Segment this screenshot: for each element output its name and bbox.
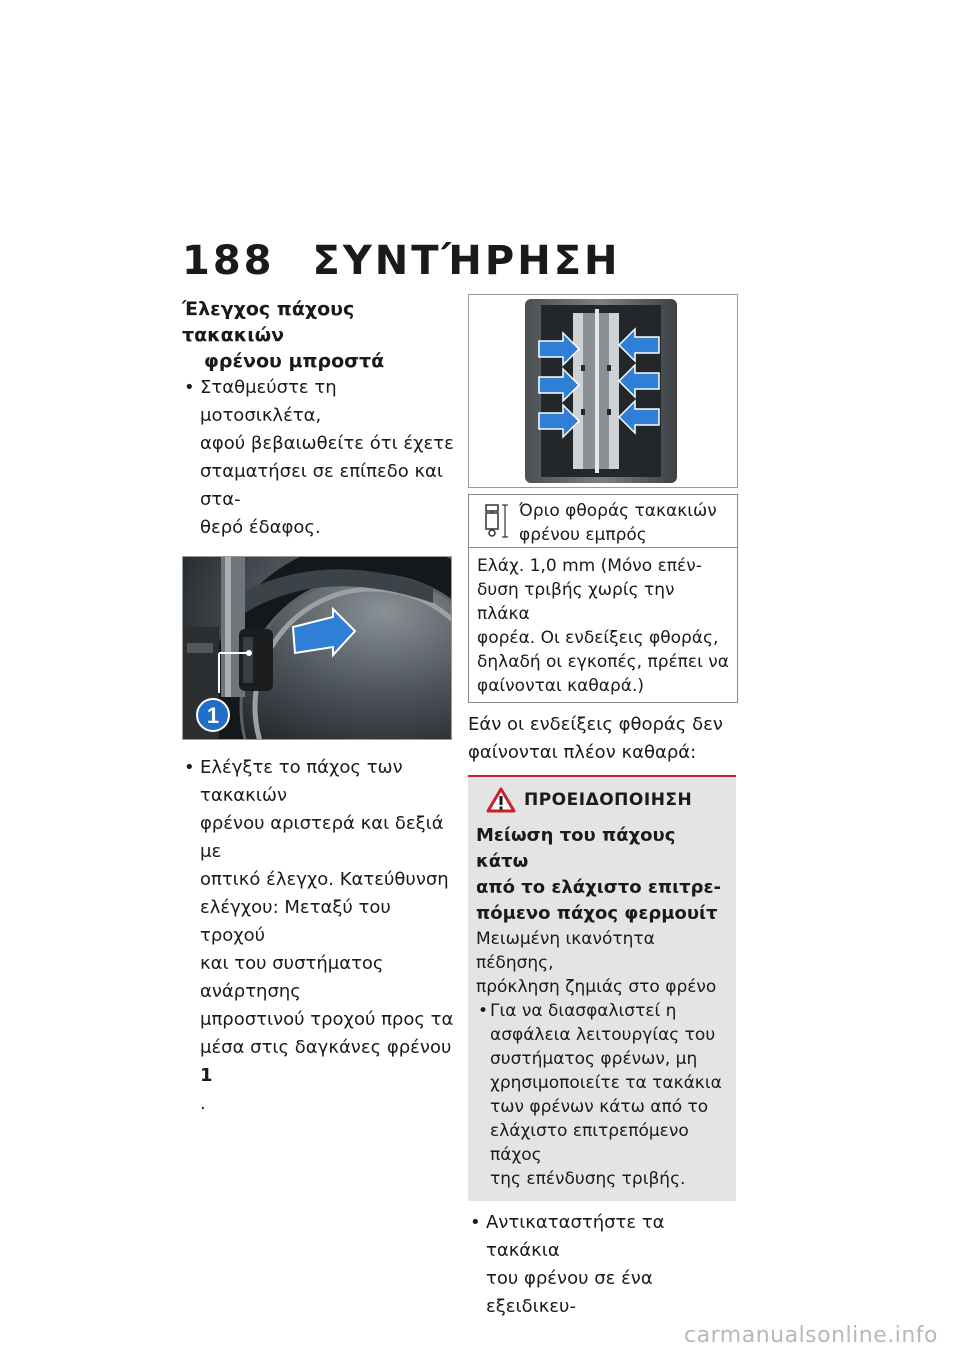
text-line: αφού βεβαιωθείτε ότι έχετε (200, 433, 454, 454)
text-line: πρόκληση ζημιάς στο φρένο (476, 977, 717, 997)
instruction-park (182, 374, 458, 542)
text-line: Εάν οι ενδείξεις φθοράς δεν (468, 714, 723, 735)
text-line: • Σταθμεύστε τη μοτοσικλέτα, (200, 377, 337, 426)
text-line: πόμενο πάχος φερμουίτ (476, 903, 718, 924)
text-line: Μείωση του πάχους κάτω (476, 825, 676, 872)
text-line: ασφάλεια λειτουργίας του (490, 1025, 716, 1045)
section-title-line: φρένου μπροστά (204, 350, 385, 372)
text-line: μπροστινού τροχού προς τα (200, 1009, 454, 1030)
text-line (200, 1034, 458, 1118)
text-fragment: μέσα στις δαγκάνες φρένου (200, 1037, 452, 1058)
text-line: φρένου αριστερά και δεξιά με (200, 813, 444, 862)
instruction-replace-pads (468, 1209, 738, 1321)
text-line: • Για να διασφαλιστεί η (490, 1001, 677, 1021)
watermark: carmanualsonline.info (684, 1323, 938, 1348)
text-line: της επένδυσης τριβής. (490, 1169, 686, 1189)
text-line: από το ελάχιστο επιτρε- (476, 877, 722, 898)
text-line: θερό έδαφος. (200, 517, 321, 538)
front-wheel-illustration (183, 557, 451, 739)
wear-paragraph (468, 711, 738, 767)
text-line: χρησιμοποιείτε τα τακάκια (490, 1073, 722, 1093)
wear-limit-table (468, 494, 738, 703)
text-line: ελέγχου: Μεταξύ του τροχού (200, 897, 391, 946)
text-line: φαίνονται πλέον καθαρά: (468, 742, 697, 763)
text-line: δηλαδή οι εγκοπές, πρέπει να (477, 652, 729, 672)
warning-box (468, 775, 736, 1201)
callout-number: 1 (206, 703, 220, 728)
text-line: φρένου εμπρός (519, 525, 647, 545)
page-number: 188 (182, 238, 275, 284)
front-wheel-figure (182, 556, 452, 740)
text-line: σταματήσει σε επίπεδο και στα- (200, 461, 444, 510)
text-line: • Ελέγξτε το πάχος των τακακιών (200, 757, 403, 806)
text-line: οπτικό έλεγχο. Κατεύθυνση (200, 869, 449, 890)
instruction-check-pads (182, 754, 458, 1118)
text-line: Ελάχ. 1,0 mm (Μόνο επέν- (477, 556, 702, 576)
callout-reference: 1 (200, 1065, 213, 1086)
section-title (182, 296, 458, 374)
warning-triangle-icon (486, 787, 516, 813)
text-line: συστήματος φρένων, μη (490, 1049, 698, 1069)
text-line: του φρένου σε ένα εξειδικευ- (486, 1268, 653, 1317)
text-line: δυση τριβής χωρίς την πλάκα (477, 580, 675, 624)
brake-pad-gauge-icon (481, 501, 511, 541)
text-line: των φρένων κάτω από το (490, 1097, 709, 1117)
wear-limit-label (519, 499, 729, 547)
text-line: ελάχιστο επιτρεπόμενο πάχος (490, 1121, 689, 1165)
page-header (182, 238, 621, 284)
caliper-figure (468, 294, 738, 488)
text-line: και του συστήματος ανάρτησης (200, 953, 384, 1002)
text-line: Μειωμένη ικανότητα πέδησης, (476, 929, 655, 973)
text-line: Όριο φθοράς τακακιών (519, 501, 717, 521)
text-line: φορέα. Οι ενδείξεις φθοράς, (477, 628, 719, 648)
warning-label: ΠΡΟΕΙΔΟΠΟΙΗΣΗ (524, 790, 693, 810)
warning-header (476, 787, 728, 813)
warning-instruction (476, 999, 728, 1191)
right-column (468, 294, 738, 1321)
left-column (182, 296, 458, 1118)
caliper-illustration (469, 295, 737, 487)
wear-limit-value (469, 548, 737, 702)
section-title-line: Έλεγχος πάχους τακακιών (182, 298, 355, 346)
text-fragment: . (200, 1093, 206, 1114)
text-line: • Αντικαταστήστε τα τακάκια (486, 1212, 665, 1261)
text-line: φαίνονται καθαρά.) (477, 676, 645, 696)
wear-limit-header (469, 495, 737, 548)
warning-title (476, 823, 728, 927)
chapter-title: ΣΥΝΤΉΡΗΣΗ (312, 238, 621, 284)
warning-consequence (476, 927, 728, 999)
